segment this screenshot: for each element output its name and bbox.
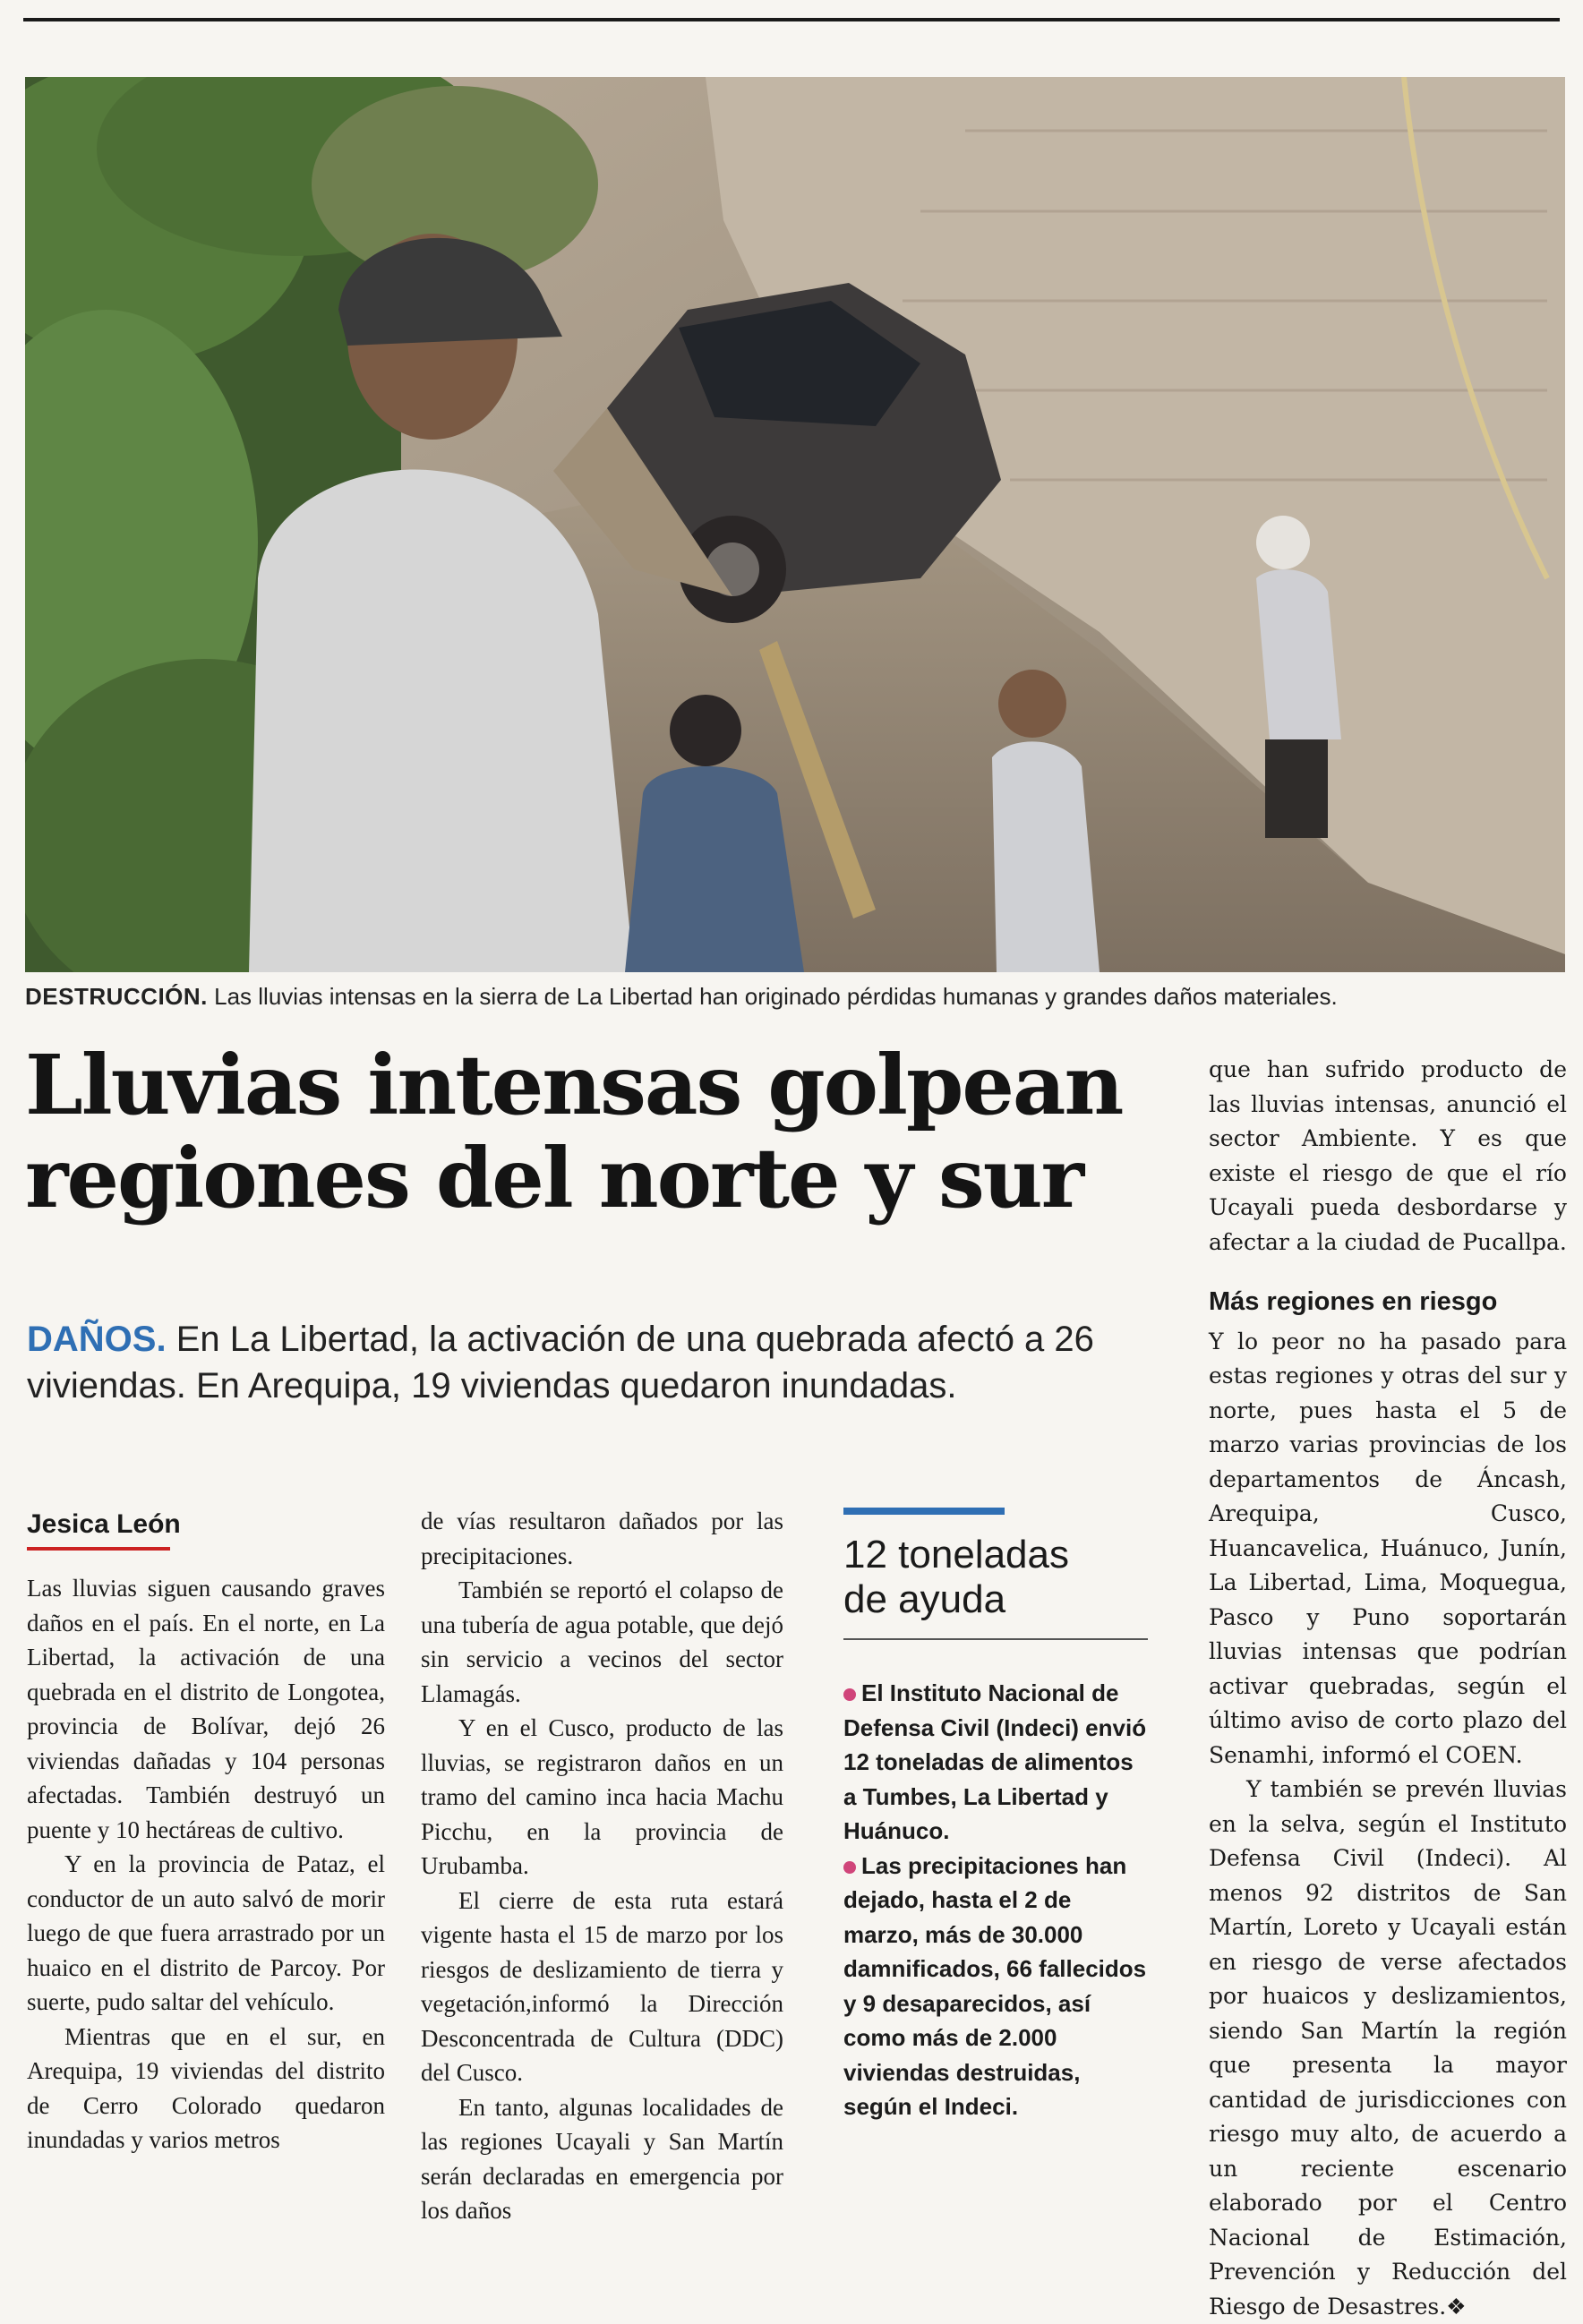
lead-label: DAÑOS. bbox=[27, 1320, 167, 1359]
sidebar-title-line-1: 12 toneladas bbox=[843, 1533, 1069, 1576]
paragraph: Y en el Cusco, producto de las lluvias, se registraron daños en un tramo del camino inca hacia Machu Picchu, en la provincia de Urubamba. bbox=[421, 1714, 783, 1879]
lead-paragraph bbox=[27, 1316, 1182, 1409]
sidebar-bullet-text: El Instituto Nacional de Defensa Civil (Indeci) envió 12 toneladas de alimentos a Tumbes, La Libertad y Huánuco. bbox=[843, 1679, 1147, 1844]
sidebar-bullet-text: Las precipitaciones han dejado, hasta el 2 de marzo, más de 30.000 damnificados, 66 fallecidos y 9 desaparecidos, así como más de 2.000 viviendas destruidas, según el Indeci. bbox=[843, 1851, 1147, 2120]
sidebar-accent-rule bbox=[843, 1508, 1005, 1515]
paragraph-text: Y también se prevén lluvias en la selva, según el Instituto Defensa Civil (Indeci). Al menos 92 distritos de San Martín, Loreto y Ucayali están en riesgo de verse afectados por huaicos y deslizamientos, siendo San Martín la región que presenta la mayor cantidad de jurisdicciones con riesgo muy alto, de acuerdo a un reciente escenario elaborado por el Centro Nacional de Estimación, Prevención y Reducción del Riesgo de Desastres. bbox=[1209, 1776, 1567, 2320]
headline-line-1: Lluvias intensas golpean bbox=[25, 1037, 1123, 1133]
bullet-dot-icon bbox=[843, 1861, 856, 1874]
paragraph: Mientras que en el sur, en Arequipa, 19 viviendas del distrito de Cerro Colorado quedaron inundadas y varios metros bbox=[27, 2022, 385, 2153]
subheading: Más regiones en riesgo bbox=[1209, 1287, 1498, 1316]
caption-text: Las lluvias intensas en la sierra de La Libertad han originado pérdidas humanas y grandes daños materiales. bbox=[214, 983, 1338, 1010]
sidebar-title-line-2: de ayuda bbox=[843, 1577, 1006, 1621]
bullet-dot-icon bbox=[843, 1688, 856, 1701]
paragraph: Y lo peor no ha pasado para estas regiones y otras del sur y norte, pues hasta el 5 de marzo varias provincias de los departamentos de Áncash, Arequipa, Cusco, Huancavelica, Huánuco, Junín, La Libertad, Lima, Moquegua, Pasco y Puno soportarán lluvias intensas que podrían activar quebradas, según el último aviso de corto plazo del Senamhi, informó el COEN. bbox=[1209, 1328, 1567, 1768]
paragraph: que han sufrido producto de las lluvias intensas, anunció el sector Ambiente. Y es que existe el riesgo de que el río Ucayali pueda desbordarse y afectar a la ciudad de Pucallpa. bbox=[1209, 1056, 1567, 1255]
headline bbox=[25, 1038, 1189, 1225]
paragraph: de vías resultaron dañados por las precipitaciones. bbox=[421, 1508, 783, 1569]
sidebar-title bbox=[843, 1533, 1148, 1622]
byline: Jesica León bbox=[27, 1509, 181, 1539]
lead-text: En La Libertad, la activación de una quebrada afectó a 26 viviendas. En Arequipa, 19 viviendas quedaron inundadas. bbox=[27, 1320, 1094, 1406]
photo-caption bbox=[25, 983, 1565, 1011]
body-column-2 bbox=[421, 1504, 783, 2228]
paragraph bbox=[1209, 1773, 1567, 2324]
paragraph: El cierre de esta ruta estará vigente hasta el 15 de marzo por los riesgos de deslizamiento de tierra y vegetación,informó la Dirección Desconcentrada de Cultura (DDC) del Cusco. bbox=[421, 1886, 783, 2086]
headline-line-2: regiones del norte y sur bbox=[25, 1130, 1083, 1226]
top-rule bbox=[23, 18, 1560, 21]
sidebar-bullet bbox=[843, 1849, 1148, 2124]
body-column-4 bbox=[1209, 1053, 1567, 2324]
paragraph: Las lluvias siguen causando graves daños en el país. En el norte, en La Libertad, la activación de una quebrada en el distrito de Longotea, provincia de Bolívar, dejó 26 viviendas dañadas y 104 personas afectadas. También destruyó un puente y 10 hectáreas de cultivo. bbox=[27, 1575, 385, 1843]
paragraph: En tanto, algunas localidades de las regiones Ucayali y San Martín serán declaradas en emergencia por los daños bbox=[421, 2093, 783, 2224]
caption-label: DESTRUCCIÓN. bbox=[25, 983, 208, 1010]
end-mark-icon: ❖ bbox=[1446, 2293, 1467, 2320]
sidebar-divider bbox=[843, 1638, 1148, 1640]
byline-rule bbox=[27, 1547, 170, 1551]
landslide-photo-illustration bbox=[25, 77, 1565, 972]
paragraph: También se reportó el colapso de una tubería de agua potable, que dejó sin servicio a vecinos del sector Llamagás. bbox=[421, 1576, 783, 1707]
sidebar-body bbox=[843, 1676, 1148, 2124]
body-column-1 bbox=[27, 1571, 385, 2157]
paragraph: Y en la provincia de Pataz, el conductor de un auto salvó de morir luego de que fuera arrastrado por un huaico en el distrito de Parcoy. Por suerte, pudo saltar del vehículo. bbox=[27, 1850, 385, 2015]
sidebar-bullet bbox=[843, 1676, 1148, 1849]
news-photo bbox=[25, 77, 1565, 972]
